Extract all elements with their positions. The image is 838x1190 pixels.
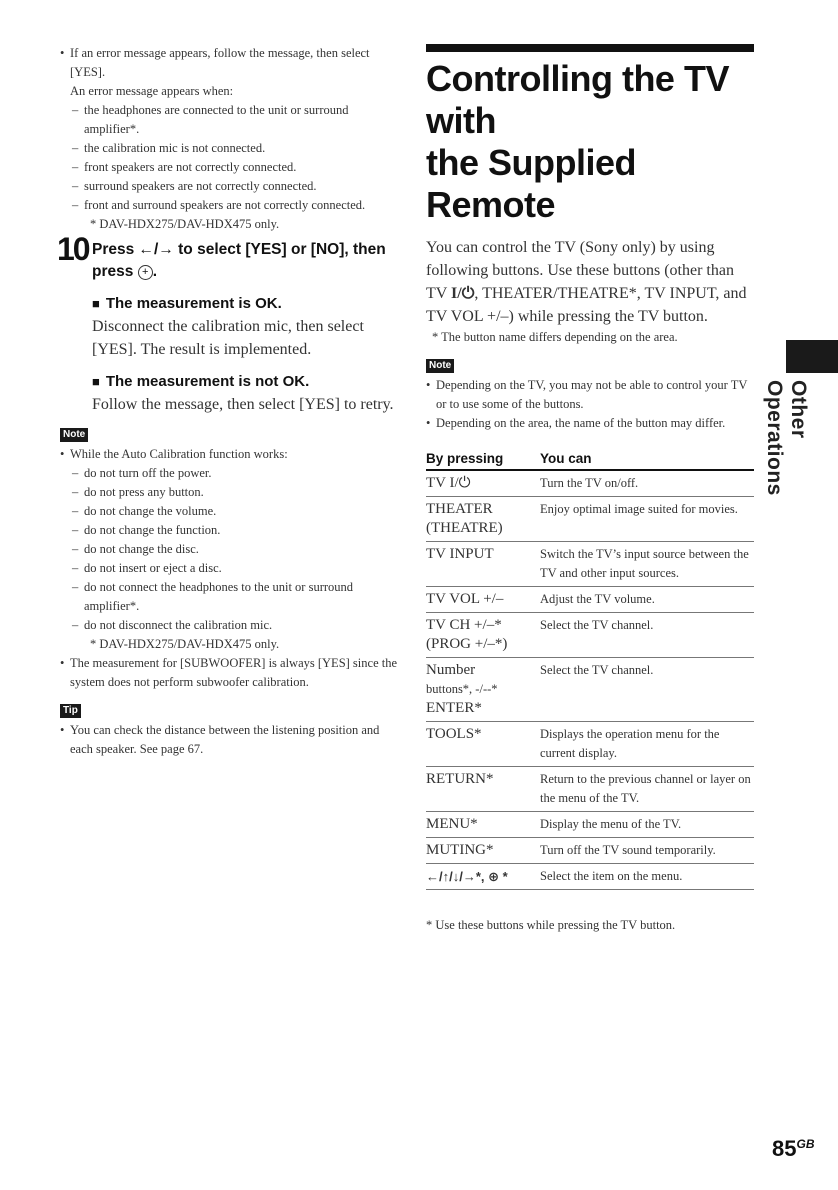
error-when: An error message appears when: xyxy=(70,84,234,98)
note-badge: Note xyxy=(426,359,454,373)
row-value: Return to the previous channel or layer on the menu of the TV. xyxy=(540,767,754,812)
table-header-row xyxy=(426,447,754,470)
row-value: Enjoy optimal image suited for movies. xyxy=(540,497,754,542)
note-item: – do not insert or eject a disc. xyxy=(60,559,398,578)
table-row xyxy=(426,838,754,864)
section-rule xyxy=(426,44,754,52)
step-number: 10 xyxy=(57,231,89,267)
step-10 xyxy=(57,231,398,283)
page-suffix: GB xyxy=(796,1137,815,1151)
note-item: • Depending on the area, the name of the button may differ. xyxy=(426,414,754,433)
header-by-pressing: By pressing xyxy=(426,447,540,470)
note-item: – do not change the disc. xyxy=(60,540,398,559)
step-text-before: Press ←/→ to select [YES] or [NO], then press xyxy=(92,241,386,280)
note-item: – do not change the volume. xyxy=(60,502,398,521)
right-column xyxy=(426,44,754,948)
row-value: Switch the TV’s input source between the TV and other input sources. xyxy=(540,542,754,587)
row-value: Adjust the TV volume. xyxy=(540,587,754,613)
side-tab-label: Other Operations xyxy=(763,380,810,496)
row-value: Select the TV channel. xyxy=(540,658,754,722)
side-tab-marker xyxy=(786,340,838,373)
note-subwoofer: • The measurement for [SUBWOOFER] is always [YES] since the system does not perform subwoofer calibration. xyxy=(60,654,398,692)
table-footnote: * Use these buttons while pressing the TV button. xyxy=(426,918,676,932)
page-number-value: 85 xyxy=(772,1136,797,1161)
note-item: – do not turn off the power. xyxy=(60,464,398,483)
note-intro: • While the Auto Calibration function works: xyxy=(60,445,398,464)
table-row xyxy=(426,497,754,542)
row-key: MUTING* xyxy=(426,838,540,864)
row-key: TV I/⏻ xyxy=(426,470,540,497)
table-row xyxy=(426,658,754,722)
row-key: TOOLS* xyxy=(426,722,540,767)
step-results xyxy=(60,293,398,416)
ok-heading: ■ The measurement is OK. xyxy=(92,293,398,315)
table-row xyxy=(426,470,754,497)
intro-paragraph xyxy=(426,236,754,328)
page-number xyxy=(772,1136,814,1162)
tv-buttons-table xyxy=(426,447,754,890)
row-value: Displays the operation menu for the current display. xyxy=(540,722,754,767)
error-item: – front speakers are not correctly connected. xyxy=(60,158,398,177)
title-line-1: Controlling the TV with xyxy=(426,58,729,141)
table-row xyxy=(426,767,754,812)
row-value: Select the item on the menu. xyxy=(540,864,754,890)
left-column xyxy=(57,44,398,759)
model-note: * DAV-HDX275/DAV-HDX475 only. xyxy=(90,217,280,231)
intro-before: You can control the TV (Sony only) by using following buttons. Use these buttons (other than TV xyxy=(426,239,734,302)
section-title xyxy=(426,58,754,226)
note-item: – do not press any button. xyxy=(60,483,398,502)
row-key-line: ENTER* xyxy=(426,700,482,716)
note-badge: Note xyxy=(60,428,88,442)
row-key-line: buttons*, -/--* xyxy=(426,682,498,696)
step-text xyxy=(92,241,386,280)
ok-text: Disconnect the calibration mic, then select [YES]. The result is implemented. xyxy=(92,318,364,358)
row-key: ←/↑/↓/→*, ⊕ * xyxy=(426,864,540,890)
error-item: – surround speakers are not correctly connected. xyxy=(60,177,398,196)
error-item: – the headphones are connected to the unit or surround amplifier*. xyxy=(60,101,398,139)
intro-after: , THEATER/THEATRE*, TV INPUT, and TV VOL +/–) while pressing the TV button. xyxy=(426,285,747,325)
table-row xyxy=(426,864,754,890)
row-key: TV VOL +/– xyxy=(426,587,540,613)
error-item: – front and surround speakers are not correctly connected. xyxy=(60,196,398,215)
row-key: RETURN* xyxy=(426,767,540,812)
table-row xyxy=(426,542,754,587)
intro-bullet: • If an error message appears, follow the message, then select [YES]. xyxy=(60,44,398,82)
enter-circle-icon: + xyxy=(138,265,153,280)
tip-badge: Tip xyxy=(60,704,81,718)
error-item: – the calibration mic is not connected. xyxy=(60,139,398,158)
table-row xyxy=(426,587,754,613)
row-key: THEATER (THEATRE) xyxy=(426,497,540,542)
note-model: * DAV-HDX275/DAV-HDX475 only. xyxy=(90,637,280,651)
row-key xyxy=(426,658,540,722)
title-line-2: the Supplied Remote xyxy=(426,142,636,225)
table-row xyxy=(426,812,754,838)
row-key: TV CH +/–* (PROG +/–*) xyxy=(426,613,540,658)
row-value: Turn the TV on/off. xyxy=(540,470,754,497)
intro-footnote: * The button name differs depending on the area. xyxy=(432,330,678,344)
table-row xyxy=(426,722,754,767)
table-row xyxy=(426,613,754,658)
not-ok-heading: ■ The measurement is not OK. xyxy=(92,371,398,393)
step-text-after: . xyxy=(152,263,157,280)
note-item: • Depending on the TV, you may not be able to control your TV or to use some of the buttons. xyxy=(426,376,754,414)
row-value: Display the menu of the TV. xyxy=(540,812,754,838)
row-key: MENU* xyxy=(426,812,540,838)
header-you-can: You can xyxy=(540,447,754,470)
row-value: Select the TV channel. xyxy=(540,613,754,658)
tip-text: • You can check the distance between the listening position and each speaker. See page 67. xyxy=(60,721,398,759)
row-key: TV INPUT xyxy=(426,542,540,587)
row-value: Turn off the TV sound temporarily. xyxy=(540,838,754,864)
note-item: – do not change the function. xyxy=(60,521,398,540)
row-key-line: Number xyxy=(426,662,476,678)
note-item: – do not connect the headphones to the unit or surround amplifier*. xyxy=(60,578,398,616)
note-item: – do not disconnect the calibration mic. xyxy=(60,616,398,635)
power-icon: I/⏻ xyxy=(451,285,475,302)
not-ok-text: Follow the message, then select [YES] to retry. xyxy=(92,396,394,413)
